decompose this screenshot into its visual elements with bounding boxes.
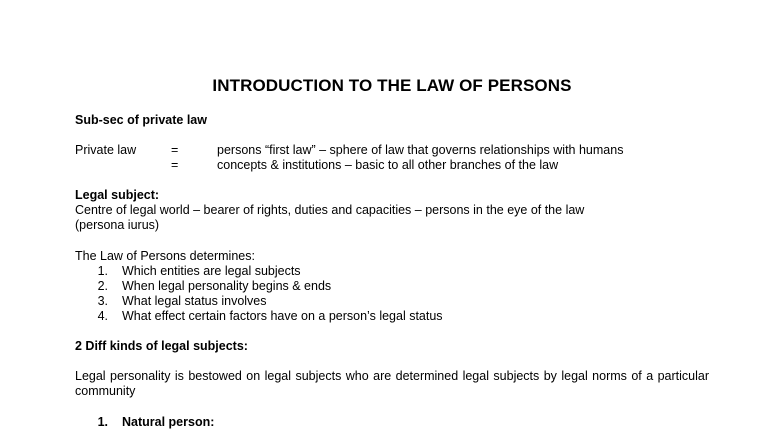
list-item (88, 294, 588, 309)
list-item-number: 2. (97, 279, 108, 293)
list-item-text: Which entities are legal subjects (122, 264, 301, 278)
list-item-number: 4. (97, 309, 108, 323)
list-item (88, 279, 588, 294)
section-heading-sub-sec: Sub-sec of private law (75, 113, 207, 127)
legal-subject-paragraph: Centre of legal world – bearer of rights, duties and capacities – persons in the eye of the law (persona iurus) (75, 203, 585, 232)
list-item (88, 264, 588, 279)
section-heading-kinds: 2 Diff kinds of legal subjects: (75, 339, 248, 353)
list-item-number: 1. (97, 415, 108, 429)
private-law-term: Private law (75, 143, 137, 157)
list-item (88, 309, 588, 324)
list-item-number: 3. (97, 294, 108, 308)
list-item-text: Natural person: (122, 415, 215, 429)
legal-personality-paragraph: Legal personality is bestowed on legal subjects who are determined legal subjects by legal norms of a particular community (75, 369, 709, 398)
list-item-text: When legal personality begins & ends (122, 279, 332, 293)
list-item-text: What legal status involves (122, 294, 267, 308)
list-item-number: 1. (97, 264, 108, 278)
section-heading-legal-subject: Legal subject: (75, 188, 160, 202)
law-of-persons-intro: The Law of Persons determines: (75, 249, 255, 263)
definition-line: concepts & institutions – basic to all other branches of the law (217, 158, 559, 172)
equals-sign: = (171, 158, 179, 172)
subitem-natural-person (88, 415, 388, 430)
list-item-text: What effect certain factors have on a person’s legal status (122, 309, 443, 323)
equals-sign: = (171, 143, 179, 157)
document-title: INTRODUCTION TO THE LAW OF PERSONS (212, 76, 572, 95)
definition-line: persons “first law” – sphere of law that governs relationships with humans (217, 143, 624, 157)
